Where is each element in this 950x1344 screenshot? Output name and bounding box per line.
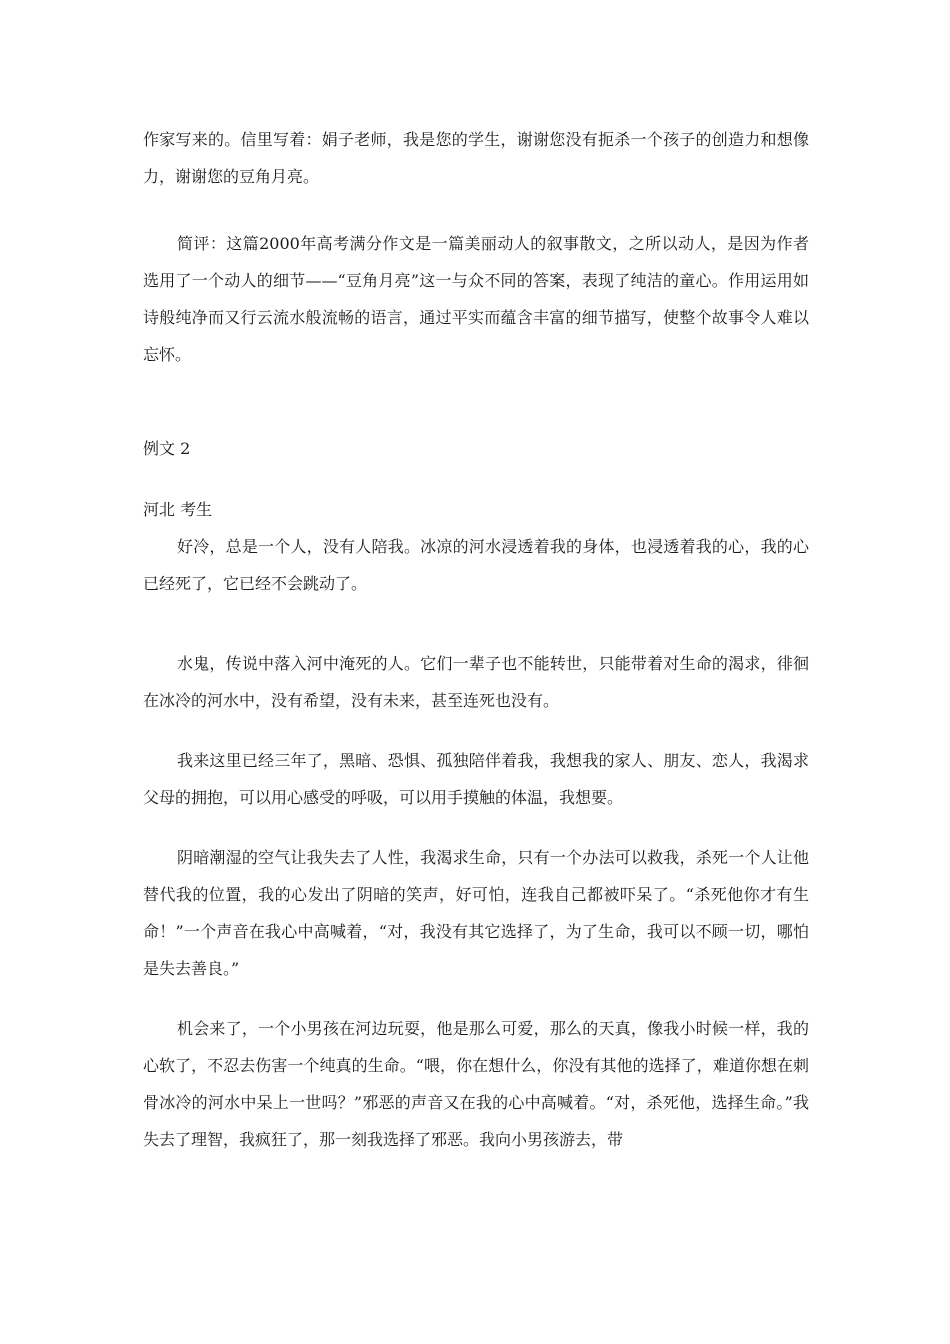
paragraph-water-ghost: 水鬼，传说中落入河中淹死的人。它们一辈子也不能转世，只能带着对生命的渴求，徘徊在冰冷的河水中，没有希望，没有未来，甚至连死也没有。 xyxy=(143,654,809,710)
author-line: 河北 考生 xyxy=(143,500,213,519)
example-heading: 例文 2 xyxy=(143,439,191,458)
document-body xyxy=(143,121,809,1158)
paragraph-opportunity: 机会来了，一个小男孩在河边玩耍，他是那么可爱，那么的天真，像我小时候一样，我的心软了，不忍去伤害一个纯真的生命。“喂，你在想什么，你没有其他的选择了，难道你想在刺骨冰冷的河水中呆上一世吗？”邪恶的声音又在我的心中高喊着。“对，杀死他，选择生命。”我失去了理智，我疯狂了，那一刻我选择了邪恶。我向小男孩游去，带 xyxy=(143,1019,809,1149)
paragraph-dark-air: 阴暗潮湿的空气让我失去了人性，我渴求生命，只有一个办法可以救我，杀死一个人让他替代我的位置，我的心发出了阴暗的笑声，好可怕，连我自己都被吓呆了。“杀死他你才有生命！”一个声音在我心中高喊着，“对，我没有其它选择了，为了生命，我可以不顾一切，哪怕是失去善良。” xyxy=(143,848,809,978)
paragraph-commentary: 简评：这篇2000年高考满分作文是一篇美丽动人的叙事散文，之所以动人，是因为作者选用了一个动人的细节——“豆角月亮”这一与众不同的答案，表现了纯洁的童心。作用运用如诗般纯净而又行云流水般流畅的语言，通过平实而蕴含丰富的细节描写，使整个故事令人难以忘怀。 xyxy=(143,234,809,364)
paragraph-opening: 好冷，总是一个人，没有人陪我。冰凉的河水浸透着我的身体，也浸透着我的心，我的心已经死了，它已经不会跳动了。 xyxy=(143,537,809,593)
paragraph-three-years: 我来这里已经三年了，黑暗、恐惧、孤独陪伴着我，我想我的家人、朋友、恋人，我渴求父母的拥抱，可以用心感受的呼吸，可以用手摸触的体温，我想要。 xyxy=(143,751,809,807)
paragraph-letter-ending: 作家写来的。信里写着：娟子老师，我是您的学生，谢谢您没有扼杀一个孩子的创造力和想像力，谢谢您的豆角月亮。 xyxy=(143,130,809,186)
